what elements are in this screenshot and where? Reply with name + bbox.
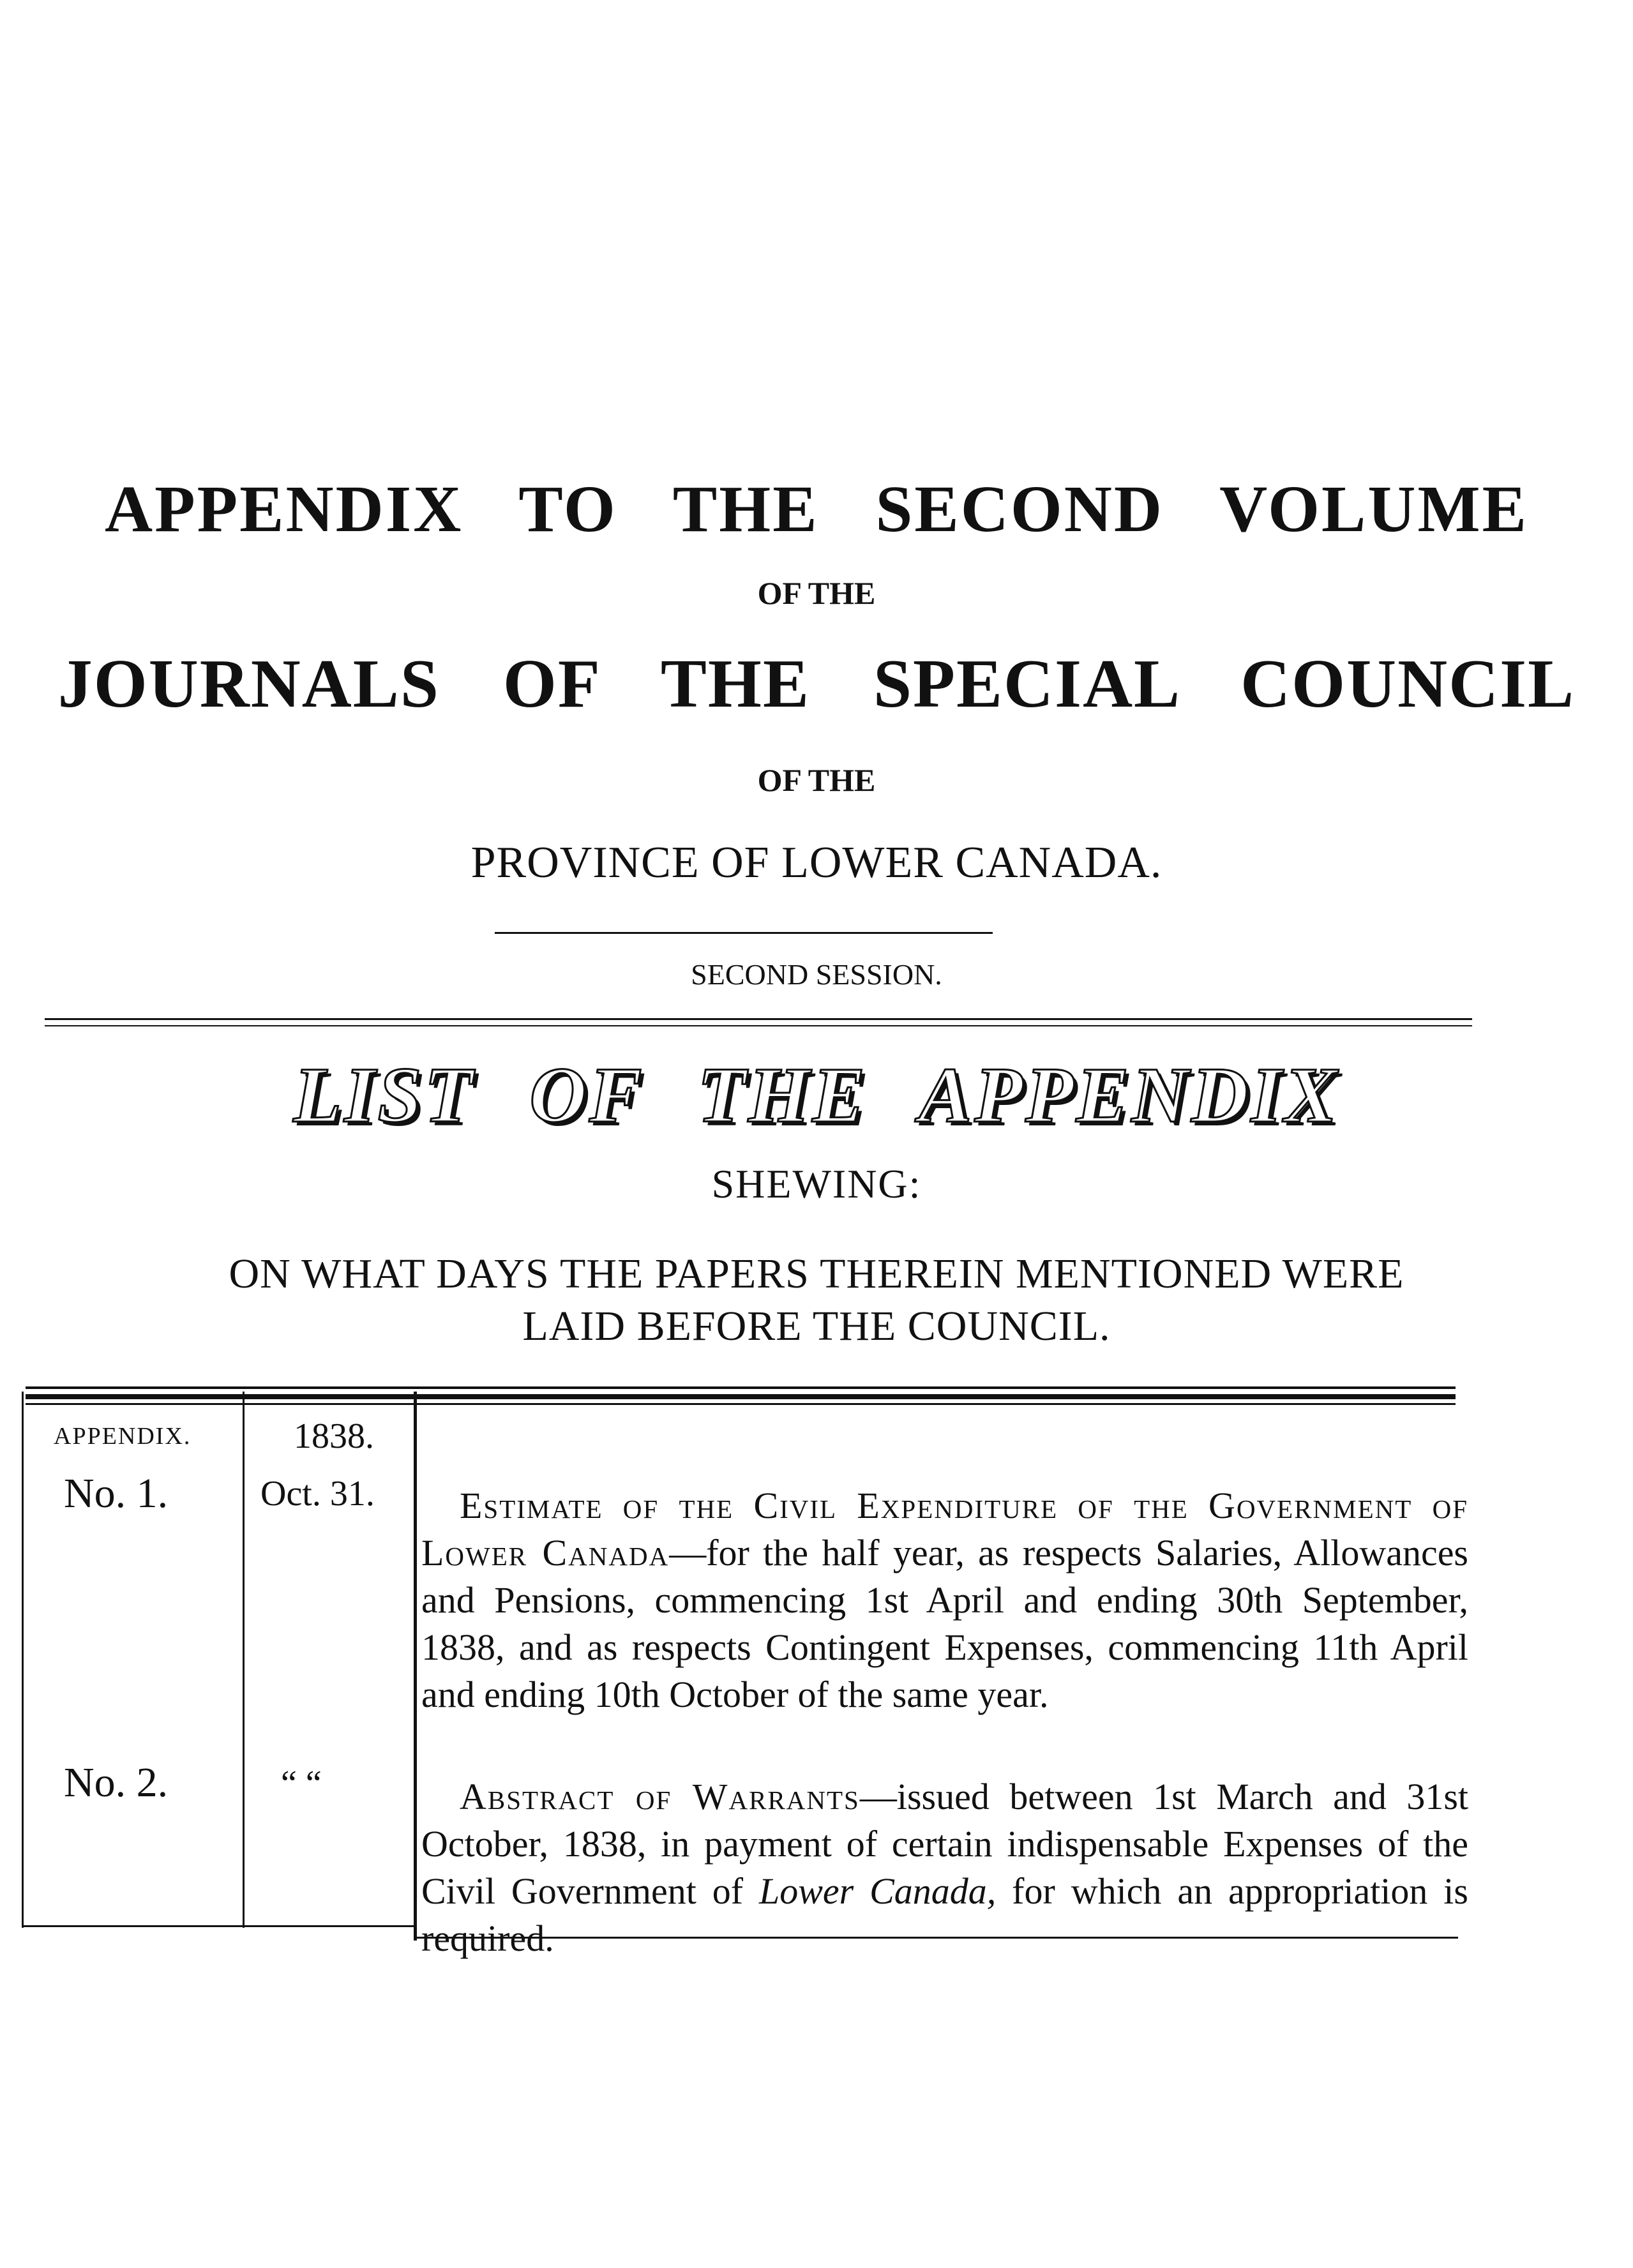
column-header-year: 1838. (294, 1416, 374, 1456)
appendix-entry (421, 1773, 1468, 1962)
session-label: SECOND SESSION. (691, 958, 942, 991)
entry-text: —for the half year, as respects Salaries, Allowances and Pensions, commencing 1st April and ending 30th September, 1838, and as respects Contingent Expenses, commencing 11th April and ending 10th October of the same year. (421, 1532, 1469, 1715)
table-rule-bottom-left (22, 1925, 415, 1927)
entry-title: Abstract of Warrants (460, 1776, 860, 1817)
appendix-number: No. 2. (64, 1759, 169, 1806)
title-line-5: PROVINCE OF LOWER CANADA. (470, 838, 1163, 887)
appendix-number: No. 1. (64, 1470, 169, 1517)
divider-double-top (45, 1018, 1472, 1020)
table-rule-top-3 (26, 1403, 1456, 1405)
appendix-date: “ “ (281, 1764, 322, 1803)
list-title: LIST OF THE APPENDIX (293, 1051, 1340, 1139)
entry-text-end: for which an appropriation is required. (421, 1870, 1468, 1959)
table-col-divider-2 (414, 1392, 417, 1941)
appendix-entry (421, 1482, 1468, 1718)
table-border-left (22, 1392, 24, 1928)
entry-italic: Lower Canada, (758, 1870, 997, 1912)
column-header-appendix: APPENDIX. (54, 1423, 192, 1450)
description-line-2: LAID BEFORE THE COUNCIL. (522, 1303, 1111, 1349)
shewing-label: SHEWING: (711, 1161, 922, 1206)
title-line-3: JOURNALS OF THE SPECIAL COUNCIL (57, 646, 1576, 722)
title-line-1: APPENDIX TO THE SECOND VOLUME (104, 472, 1529, 546)
table-col-divider-1 (243, 1392, 245, 1928)
title-line-4: OF THE (757, 762, 876, 798)
title-line-2: OF THE (757, 575, 876, 611)
entry-title: Estimate of the Civil Expenditure of the Government of Lower Canada (421, 1485, 1468, 1573)
entry-text: —issued between 1st March and 31st October, 1838, in payment of certain indispensable Expenses of the Civil Government of (421, 1776, 1469, 1912)
appendix-date: Oct. 31. (260, 1474, 375, 1513)
description-line-1: ON WHAT DAYS THE PAPERS THEREIN MENTIONED WERE (229, 1250, 1404, 1297)
table-rule-top-2 (26, 1394, 1456, 1399)
divider-short (495, 932, 993, 934)
divider-double-bottom (45, 1025, 1472, 1026)
table-rule-top-1 (26, 1386, 1456, 1389)
